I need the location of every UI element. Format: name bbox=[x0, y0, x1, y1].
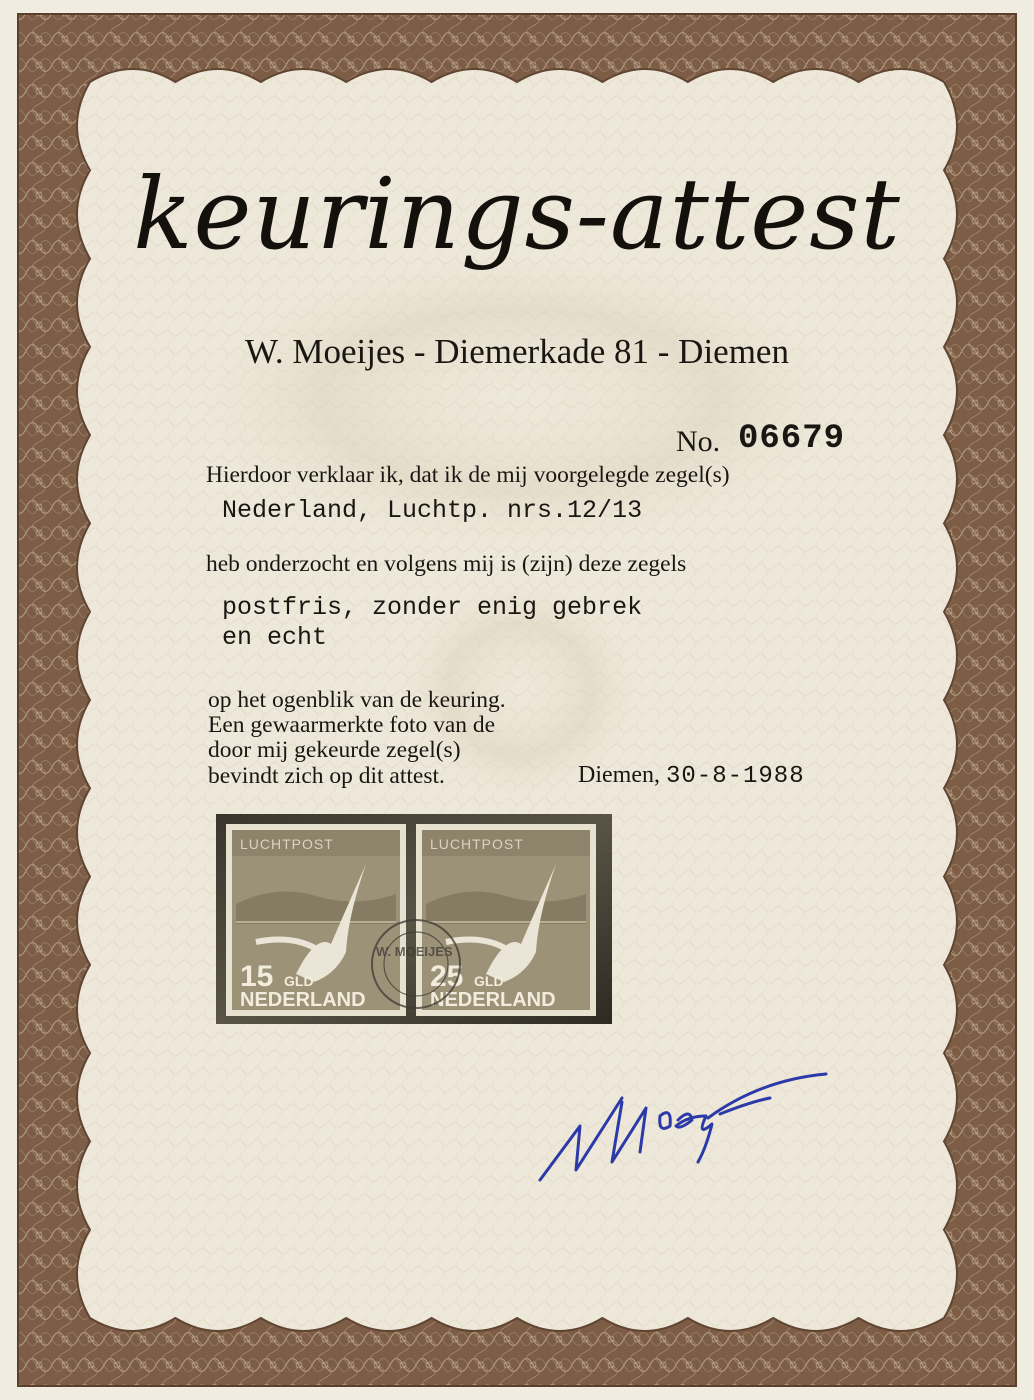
certificate-title: keurings-attest bbox=[133, 158, 901, 272]
stamp-1-value: 15 bbox=[240, 960, 274, 993]
stamp-photo bbox=[216, 814, 612, 1024]
certificate-number: 06679 bbox=[738, 420, 846, 458]
declaration-line-5: door mij gekeurde zegel(s) bbox=[208, 737, 461, 763]
stamp-2-value: 25 bbox=[430, 960, 464, 993]
declaration-line-1: Hierdoor verklaar ik, dat ik de mij voorgelegde zegel(s) bbox=[206, 462, 730, 488]
stamp-1-unit: GLD bbox=[284, 973, 314, 989]
issuer-line: W. Moeijes - Diemerkade 81 - Diemen bbox=[245, 332, 789, 371]
declaration-line-4: Een gewaarmerkte foto van de bbox=[208, 712, 496, 738]
signature bbox=[530, 1058, 830, 1188]
declaration-line-2: heb onderzocht en volgens mij is (zijn) deze zegels bbox=[206, 551, 687, 577]
postmark-text: W. MOEIJES bbox=[376, 944, 453, 959]
stamp-2-country: NEDERLAND bbox=[430, 989, 556, 1011]
declaration-line-6: bevindt zich op dit attest. bbox=[208, 763, 445, 789]
condition-line-1: postfris, zonder enig gebrek bbox=[222, 593, 643, 622]
stamp-1-country: NEDERLAND bbox=[240, 989, 366, 1011]
certificate-number-label: No. bbox=[676, 425, 721, 458]
stamp-25-gld bbox=[416, 824, 596, 1016]
stamp-1-header: LUCHTPOST bbox=[240, 836, 334, 852]
place-and-date bbox=[578, 762, 805, 790]
date: 30-8-1988 bbox=[665, 763, 805, 790]
stamp-description: Nederland, Luchtp. nrs.12/13 bbox=[222, 496, 643, 525]
condition-line-2: en echt bbox=[222, 623, 328, 652]
stamp-2-unit: GLD bbox=[474, 973, 504, 989]
place: Diemen, bbox=[578, 762, 660, 788]
declaration-line-3: op het ogenblik van de keuring. bbox=[208, 687, 506, 713]
stamp-2-header: LUCHTPOST bbox=[430, 836, 524, 852]
